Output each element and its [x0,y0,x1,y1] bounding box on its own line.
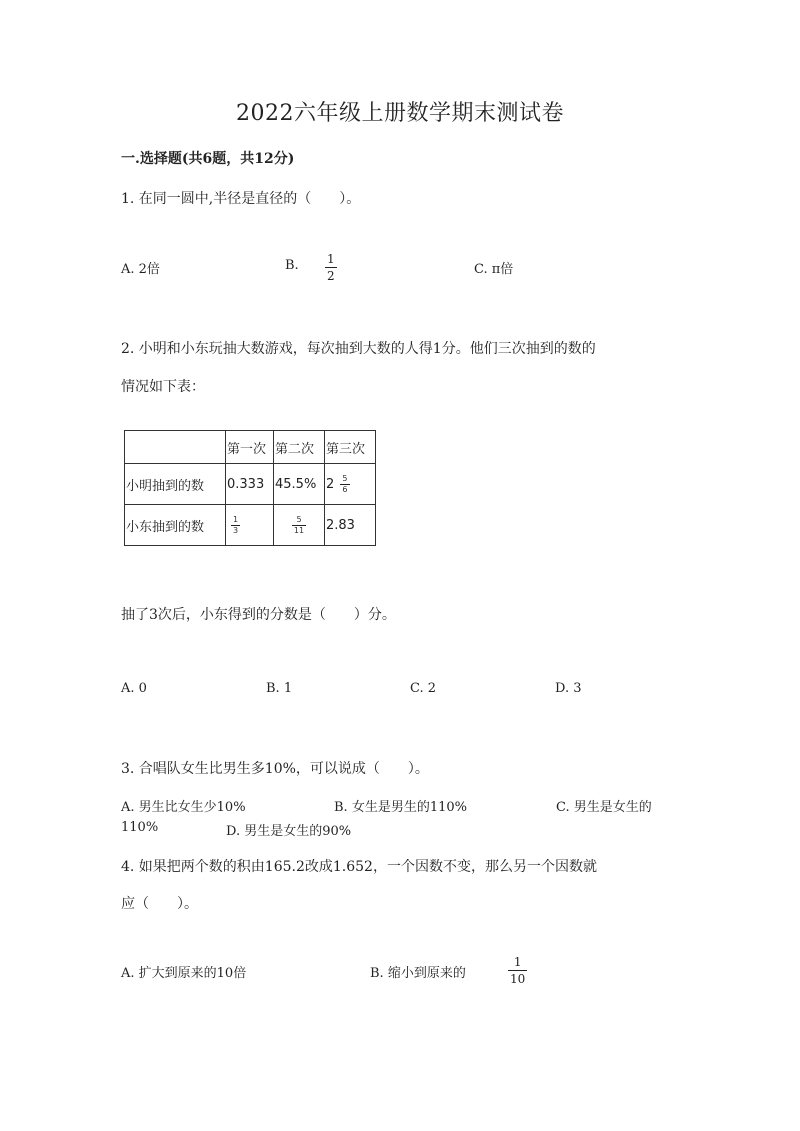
q2-option-a: A. 0 [121,681,147,696]
section-heading: 一.选择题(共6题，共12分) [121,151,295,167]
fraction-numerator: 1 [233,514,239,524]
q2-stem-line2: 情况如下表： [121,379,205,395]
cell-xiaoming-2: 45.5% [274,464,325,505]
table-header-row [125,431,376,464]
fraction-bar [325,267,337,268]
fraction-bar [508,970,527,971]
table-corner [125,431,226,464]
q4-option-b-label: B. 缩小到原来的 [370,966,466,981]
q2-option-d: D. 3 [555,681,582,696]
fraction-numerator: 5 [342,473,348,483]
q3-option-c-line2: 110% [121,820,159,835]
q4-option-b-fraction [508,956,527,985]
fraction-numerator: 5 [296,514,302,524]
q1-b-denominator: 2 [327,269,335,283]
q2-option-b: B. 1 [266,681,293,696]
fraction [292,516,306,535]
fraction [231,516,240,535]
table-header-1: 第一次 [226,431,274,464]
table-header-2: 第二次 [274,431,325,464]
q4-b-denominator: 10 [510,972,526,986]
cell-xiaodong-3: 2.83 [325,505,376,546]
table-row [125,464,376,505]
q4-b-numerator: 1 [513,955,522,969]
cell-xiaodong-2 [274,505,325,546]
page-title: 2022六年级上册数学期末测试卷 [236,101,564,126]
q2-option-c: C. 2 [410,681,437,696]
q3-option-d: D. 男生是女生的90% [226,824,352,839]
cell-xiaodong-1 [226,505,274,546]
fraction-denominator: 11 [293,525,305,535]
q3-option-a: A. 男生比女生少10% [121,800,246,815]
row-label-xiaoming: 小明抽到的数 [125,464,226,505]
q4-option-a: A. 扩大到原来的10倍 [121,966,247,981]
q3-option-c-line1: C. 男生是女生的 [556,800,652,815]
q2-followup: 抽了3次后，小东得到的分数是（ ）分。 [121,607,396,623]
q2-stem-line1: 2. 小明和小东玩抽大数游戏，每次抽到大数的人得1分。他们三次抽到的数的 [121,341,596,357]
fraction-denominator: 3 [233,525,239,535]
q1-option-c: C. π倍 [474,262,514,277]
q1-stem: 1. 在同一圆中,半径是直径的（ ）。 [121,191,361,207]
row-label-xiaodong: 小东抽到的数 [125,505,226,546]
q1-option-b-fraction [325,253,337,282]
q3-option-b: B. 女生是男生的110% [334,800,467,815]
q1-option-a: A. 2倍 [121,262,160,277]
mixed-number-fraction [340,475,349,494]
mixed-number-whole: 2 [326,476,335,492]
fraction-denominator: 6 [342,484,348,494]
q3-stem: 3. 合唱队女生比男生多10%，可以说成（ ）。 [121,761,429,777]
q4-stem-line2: 应（ ）。 [121,896,198,912]
table-header-3: 第三次 [325,431,376,464]
q1-option-b-label: B. [285,258,299,273]
cell-xiaoming-3 [325,464,376,505]
cell-xiaoming-1: 0.333 [226,464,274,505]
draw-table [124,430,376,546]
table-row [125,505,376,546]
q1-b-numerator: 1 [327,252,335,266]
q4-stem-line1: 4. 如果把两个数的积由165.2改成1.652，一个因数不变，那么另一个因数就 [121,859,597,875]
